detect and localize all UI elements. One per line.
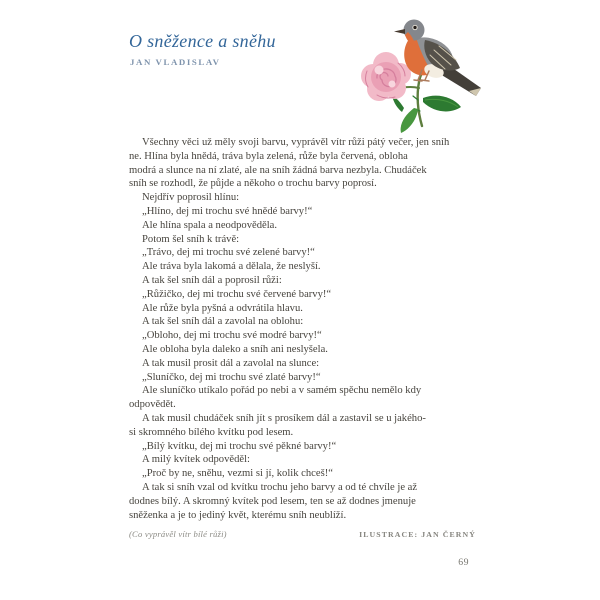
story-line: „Hlíno, dej mi trochu své hnědé barvy!“ <box>142 205 313 217</box>
page-number: 69 <box>458 557 469 568</box>
story-line: A tak musil prosit dál a zavolal na slunce: <box>142 357 320 369</box>
bird-beak <box>394 29 405 34</box>
story-line: „Sluníčko, dej mi trochu své zlaté barvy!“ <box>142 371 321 383</box>
story-line: A tak šel sníh dál a zavolal na oblohu: <box>142 316 304 328</box>
bird-on-rose-illustration <box>352 16 492 134</box>
story-line: si skromného bílého kvítku pod lesem. <box>129 426 294 438</box>
rose-flower <box>361 52 411 101</box>
bird-eye <box>413 26 416 29</box>
story-line: Nejdřív poprosil hlínu: <box>142 192 240 204</box>
story-line: A tak si sníh vzal od kvítku trochu jeho barvy a od té chvíle je až <box>142 481 418 493</box>
story-title: O sněžence a sněhu <box>129 31 276 51</box>
story-line: modrá a slunce na ní zlaté, ale na sníh žádná barva nezbyla. Chudáček <box>129 164 427 176</box>
story-line: A tak šel sníh dál a poprosil růži: <box>142 274 282 286</box>
story-line: A tak musil chudáček sníh jít s prosíkem dál a zastavil se u jakého- <box>142 412 426 424</box>
story-line: Potom šel sníh k trávě: <box>142 233 240 245</box>
story-line: Ale hlína spala a neodpověděla. <box>142 219 278 231</box>
rose-leaves <box>392 96 461 133</box>
story-line: ne. Hlína byla hnědá, tráva byla zelená, růže byla červená, obloha <box>129 150 408 162</box>
story-line: odpovědět. <box>129 399 176 411</box>
story-line: dodnes bílý. A skromný kvítek pod lesem, ten se až dodnes jmenuje <box>129 495 416 507</box>
source-note: (Co vyprávěl vítr bílé růži) <box>129 529 227 539</box>
story-line: Všechny věci už měly svoji barvu, vyprávěl vítr růži pátý večer, jen sníh <box>142 137 450 148</box>
story-line: „Bílý kvítku, dej mi trochu své pěkné barvy!“ <box>142 440 337 452</box>
story-line: „Obloho, dej mi trochu své modré barvy!“ <box>142 330 322 342</box>
illustration-credit: ILUSTRACE: JAN ČERNÝ <box>359 530 476 539</box>
bird <box>394 20 481 97</box>
story-line: Ale tráva byla lakomá a dělala, že neslyší. <box>142 261 321 273</box>
story-line: „Trávo, dej mi trochu své zelené barvy!“ <box>142 247 315 259</box>
story-line: „Růžičko, dej mi trochu své červené barvy!“ <box>142 288 332 300</box>
story-line: sníh se rozhodl, že půjde a někoho o trochu barvy poprosí. <box>129 178 377 190</box>
story-line: sněženka a je to jediný květ, kterému sníh neublíží. <box>129 509 347 521</box>
story-line: „Proč by ne, sněhu, vezmi si jí, kolik chceš!“ <box>142 468 333 480</box>
story-line: Ale sluníčko utíkalo pořád po nebi a v samém spěchu nemělo kdy <box>142 385 422 397</box>
story-line: A milý kvítek odpověděl: <box>142 454 250 466</box>
story-line: Ale růže byla pyšná a odvrátila hlavu. <box>142 302 303 314</box>
story-author: JAN VLADISLAV <box>130 57 221 67</box>
story-text <box>129 136 475 522</box>
story-line: Ale obloha byla daleko a sníh ani neslyšela. <box>142 343 328 355</box>
